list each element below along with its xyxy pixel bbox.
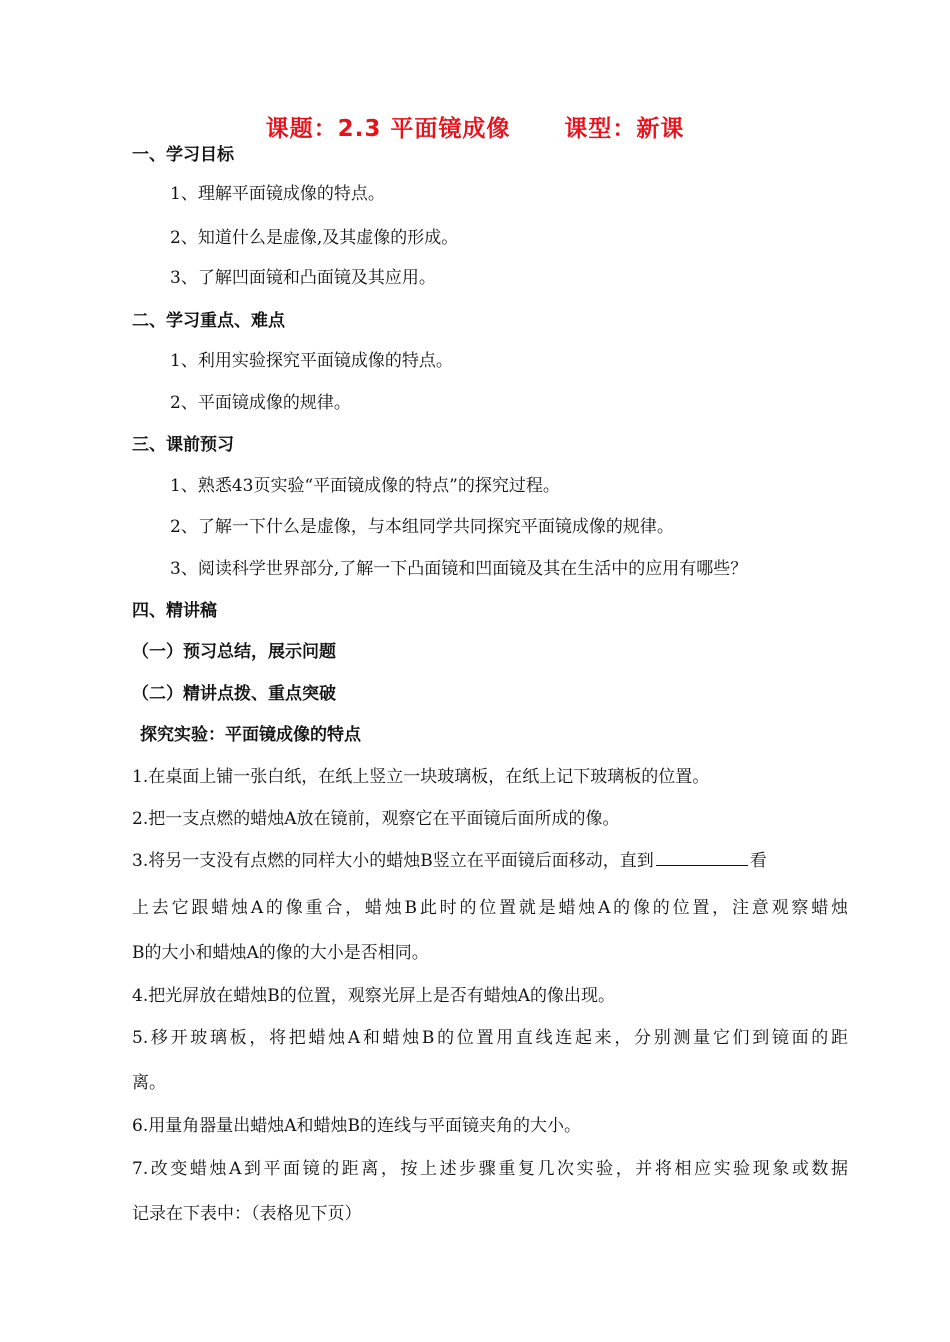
section-heading-objectives: 一、学习目标 xyxy=(132,145,234,165)
preview-item: 2、了解一下什么是虚像，与本组同学共同探究平面镜成像的规律。 xyxy=(170,517,674,537)
experiment-step-continued: 离。 xyxy=(132,1073,166,1093)
experiment-step-continued: B的大小和蜡烛A的像的大小是否相同。 xyxy=(132,943,429,963)
experiment-step: 2.把一支点燃的蜡烛A放在镜前，观察它在平面镜后面所成的像。 xyxy=(132,809,620,829)
objective-item: 3、了解凹面镜和凸面镜及其应用。 xyxy=(170,268,436,288)
experiment-step: 1.在桌面上铺一张白纸，在纸上竖立一块玻璃板，在纸上记下玻璃板的位置。 xyxy=(132,767,710,787)
objective-item: 1、理解平面镜成像的特点。 xyxy=(170,184,385,204)
fill-in-blank[interactable] xyxy=(656,849,748,866)
objective-item: 2、知道什么是虚像,及其虚像的形成。 xyxy=(170,228,459,248)
experiment-step xyxy=(132,849,848,873)
subsection-heading: （二）精讲点拨、重点突破 xyxy=(132,684,336,704)
experiment-step-continued: 记录在下表中：（表格见下页） xyxy=(132,1204,362,1224)
experiment-step: 5.移开玻璃板，将把蜡烛A和蜡烛B的位置用直线连起来，分别测量它们到镜面的距 xyxy=(132,1028,848,1048)
experiment-title: 探究实验：平面镜成像的特点 xyxy=(140,725,361,745)
step-text: 看 xyxy=(749,851,767,871)
subsection-heading: （一）预习总结，展示问题 xyxy=(132,642,336,662)
page-title: 课题：2.3 平面镜成像 课型：新课 xyxy=(265,116,685,142)
experiment-step-continued: 上去它跟蜡烛A的像重合，蜡烛B此时的位置就是蜡烛A的像的位置，注意观察蜡烛 xyxy=(132,898,848,918)
section-heading-key-points: 二、学习重点、难点 xyxy=(132,311,285,331)
preview-item: 1、熟悉43页实验“平面镜成像的特点”的探究过程。 xyxy=(170,476,560,496)
step-text: 3.将另一支没有点燃的同样大小的蜡烛B竖立在平面镜后面移动，直到 xyxy=(132,851,654,871)
experiment-step: 6.用量角器量出蜡烛A和蜡烛B的连线与平面镜夹角的大小。 xyxy=(132,1116,581,1136)
section-heading-lecture: 四、精讲稿 xyxy=(132,601,217,621)
preview-item: 3、阅读科学世界部分,了解一下凸面镜和凹面镜及其在生活中的应用有哪些？ xyxy=(170,559,748,579)
key-point-item: 1、利用实验探究平面镜成像的特点。 xyxy=(170,351,453,371)
key-point-item: 2、平面镜成像的规律。 xyxy=(170,393,351,413)
section-heading-preview: 三、课前预习 xyxy=(132,435,234,455)
experiment-step: 7.改变蜡烛A到平面镜的距离，按上述步骤重复几次实验，并将相应实验现象或数据 xyxy=(132,1159,848,1179)
experiment-step: 4.把光屏放在蜡烛B的位置，观察光屏上是否有蜡烛A的像出现。 xyxy=(132,986,615,1006)
